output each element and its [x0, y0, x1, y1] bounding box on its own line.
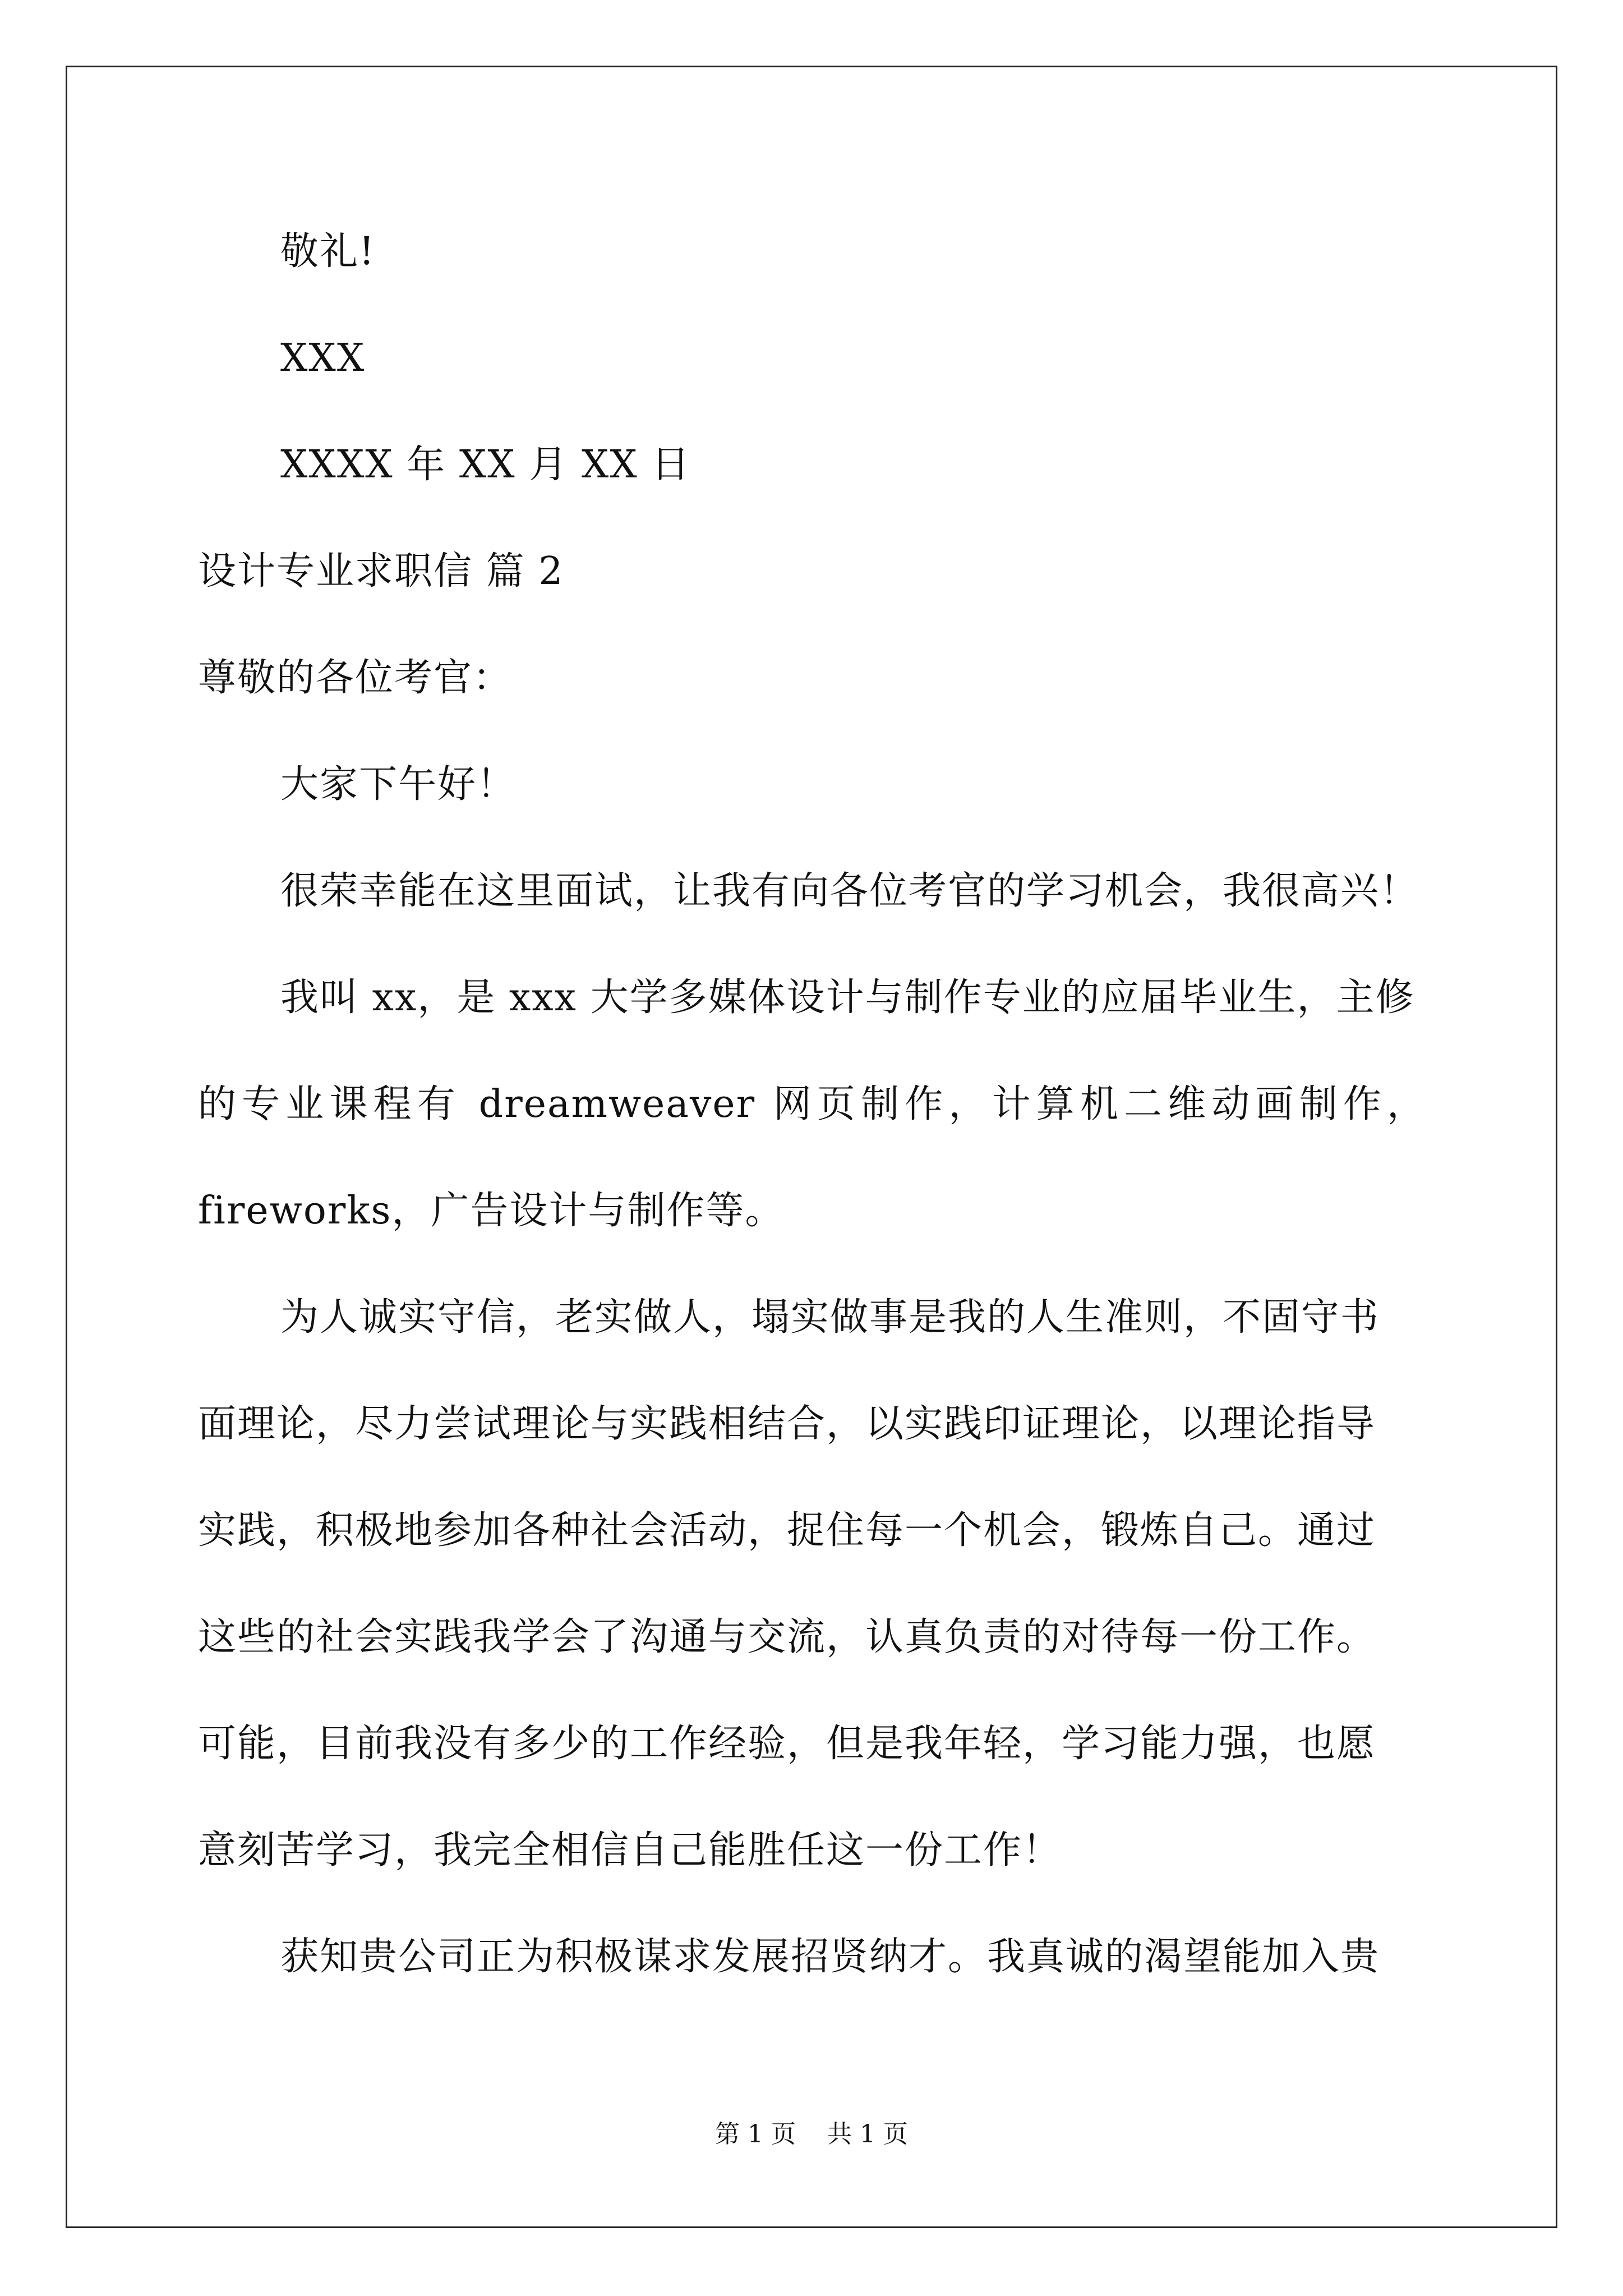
paragraph-line: 我叫 xx，是 xxx 大学多媒体设计与制作专业的应届毕业生，主修 — [280, 976, 1415, 1020]
paragraph-line: 可能，目前我没有多少的工作经验，但是我年轻，学习能力强，也愿 — [198, 1722, 1376, 1766]
date-line: XXXX 年 XX 月 XX 日 — [280, 443, 691, 487]
page-footer — [0, 2122, 1623, 2147]
paragraph-line: 面理论，尽力尝试理论与实践相结合，以实践印证理论，以理论指导 — [198, 1402, 1376, 1446]
paragraph-line: 为人诚实守信，老实做人，塌实做事是我的人生准则，不固守书 — [280, 1295, 1380, 1340]
salutation-line: 尊敬的各位考官： — [198, 656, 513, 700]
section-title: 设计专业求职信 篇 2 — [198, 549, 564, 593]
page-number: 第 1 页 共 1 页 — [715, 2120, 908, 2148]
paragraph-line: fireworks，广告设计与制作等。 — [198, 1189, 785, 1233]
paragraph-line: 的专业课程有 dreamweaver 网页制作，计算机二维动画制作， — [198, 1082, 1426, 1126]
greeting-line: 大家下午好！ — [280, 762, 517, 807]
paragraph-line: 很荣幸能在这里面试，让我有向各位考官的学习机会，我很高兴！ — [280, 869, 1419, 913]
page-border — [66, 66, 1557, 2228]
paragraph-line: 实践，积极地参加各种社会活动，捉住每一个机会，锻炼自己。通过 — [198, 1508, 1376, 1553]
closing-line: 敬礼! — [280, 229, 376, 274]
paragraph-line: 这些的社会实践我学会了沟通与交流，认真负责的对待每一份工作。 — [198, 1615, 1376, 1659]
signature-line: XXX — [280, 336, 366, 380]
paragraph-line: 获知贵公司正为积极谋求发展招贤纳才。我真诚的渴望能加入贵 — [280, 1935, 1380, 1979]
paragraph-line: 意刻苦学习，我完全相信自己能胜任这一份工作！ — [198, 1828, 1062, 1872]
